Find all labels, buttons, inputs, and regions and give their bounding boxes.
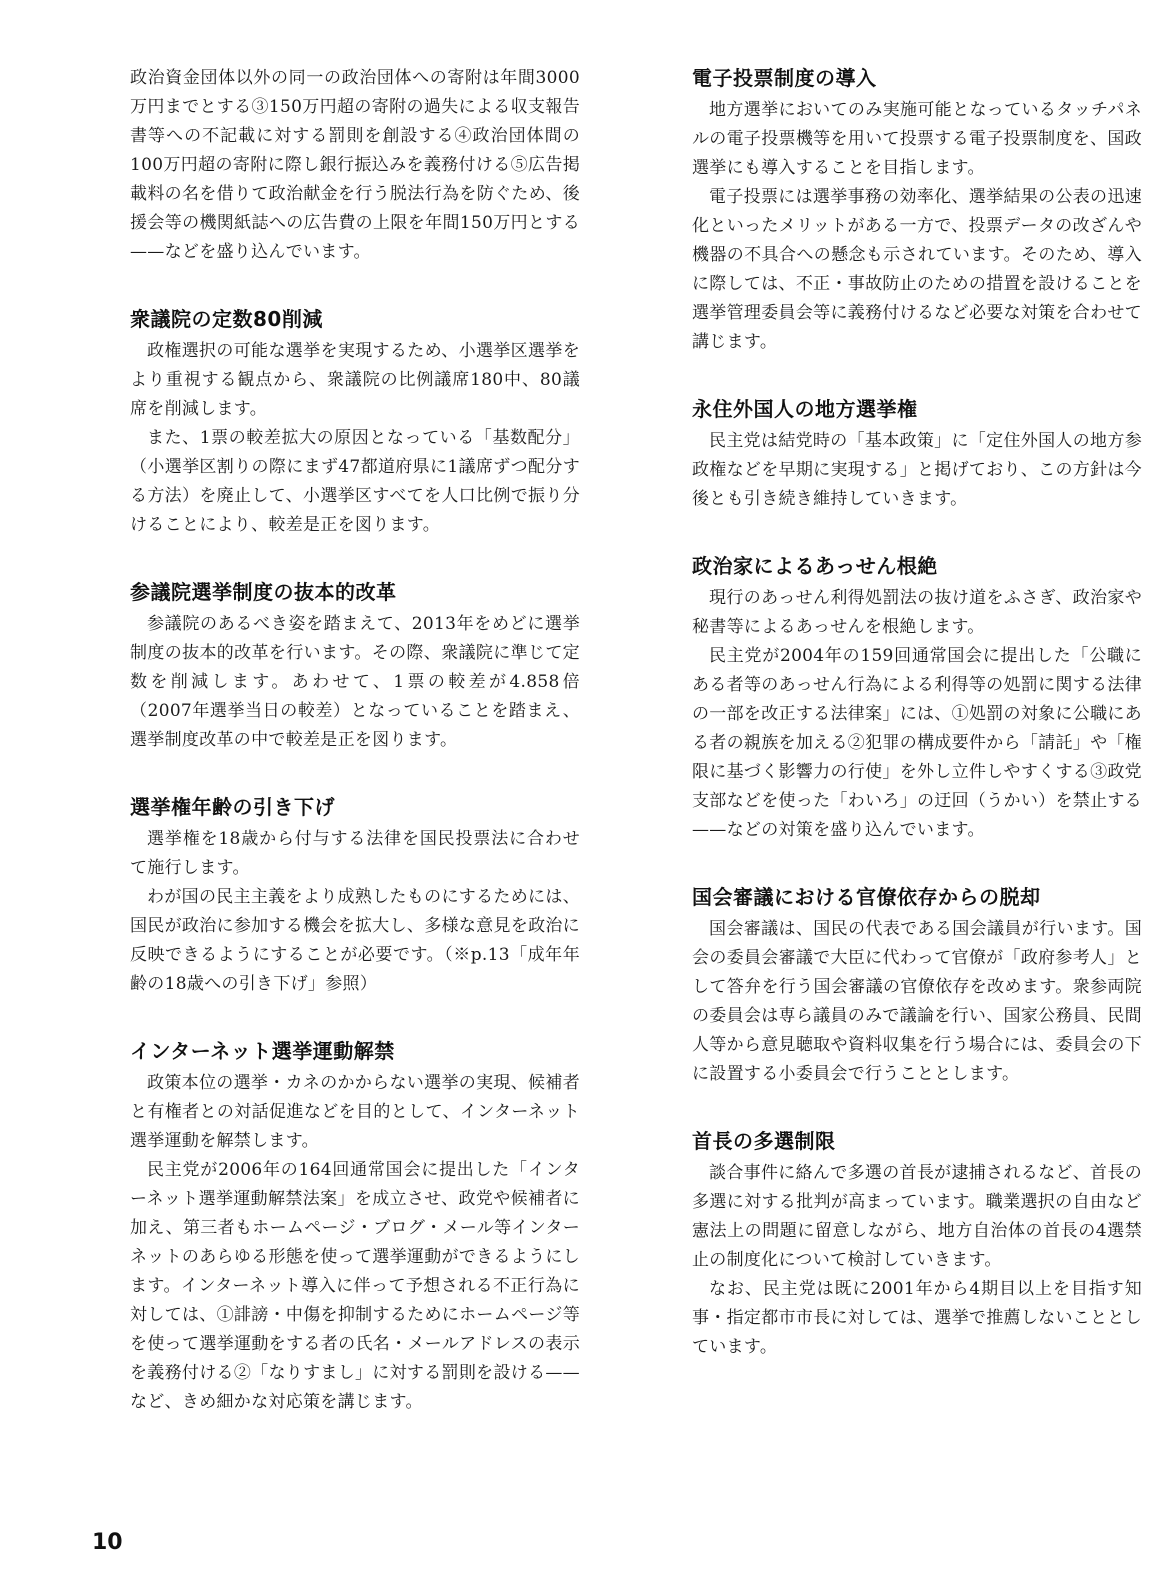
section-e-voting bbox=[692, 64, 1142, 357]
section-heading: 首長の多選制限 bbox=[692, 1129, 836, 1153]
section-paragraph: 民主党が2006年の164回通常国会に提出した「インターネット選挙運動解禁法案」を成立させ、政党や候補者に加え、第三者もホームページ・ブログ・メール等インターネットのあらゆる形態を使って選挙運動ができるようにします。インターネット導入に伴って予想される不正行為に対しては、①誹謗・中傷を抑制するためにホームページ等を使って選挙運動をする者の氏名・メールアドレスの表示を義務付ける②「なりすまし」に対する罰則を設ける——など、きめ細かな対応策を講じます。 bbox=[130, 1160, 580, 1412]
section-paragraph: わが国の民主主義をより成熟したものにするためには、国民が政治に参加する機会を拡大し、多様な意見を政治に反映できるようにすることが必要です。（※p.13「成年年齢の18歳への引き下げ」参照） bbox=[130, 887, 580, 994]
section-paragraph: 民主党は結党時の「基本政策」に「定住外国人の地方参政権などを早期に実現する」と掲げており、この方針は今後とも引き続き維持していきます。 bbox=[692, 431, 1142, 509]
section-heading: インターネット選挙運動解禁 bbox=[130, 1039, 395, 1063]
section-heading: 国会審議における官僚依存からの脱却 bbox=[692, 885, 1041, 909]
section-heading: 電子投票制度の導入 bbox=[692, 66, 877, 90]
section-heading: 永住外国人の地方選挙権 bbox=[692, 397, 918, 421]
section-paragraph: なお、民主党は既に2001年から4期目以上を目指す知事・指定都市市長に対しては、選挙で推薦しないこととしています。 bbox=[692, 1279, 1142, 1357]
section-paragraph: また、1票の較差拡大の原因となっている「基数配分」（小選挙区割りの際にまず47都道府県に1議席ずつ配分する方法）を廃止して、小選挙区すべてを人口比例で振り分けることにより、較差是正を図ります。 bbox=[130, 428, 580, 535]
section-paragraph: 現行のあっせん利得処罰法の抜け道をふさぎ、政治家や秘書等によるあっせんを根絶します。 bbox=[692, 588, 1142, 637]
section-paragraph: 談合事件に絡んで多選の首長が逮捕されるなど、首長の多選に対する批判が高まっています。職業選択の自由など憲法上の問題に留意しながら、地方自治体の首長の4選禁止の制度化について検討していきます。 bbox=[692, 1163, 1142, 1270]
intro-paragraph: 政治資金団体以外の同一の政治団体への寄附は年間3000万円までとする③150万円超の寄附の過失による収支報告書等への不記載に対する罰則を創設する④政治団体間の100万円超の寄附に際し銀行振込みを義務付ける⑤広告掲載料の名を借りて政治献金を行う脱法行為を防ぐため、後援会等の機関紙誌への広告費の上限を年間150万円とする——などを盛り込んでいます。 bbox=[130, 68, 580, 262]
left-column bbox=[130, 64, 580, 1455]
section-heading: 政治家によるあっせん根絶 bbox=[692, 554, 938, 578]
intro-continuation bbox=[130, 64, 580, 267]
section-paragraph: 政権選択の可能な選挙を実現するため、小選挙区選挙をより重視する観点から、衆議院の比例議席180中、80議席を削減します。 bbox=[130, 341, 580, 419]
section-paragraph: 参議院のあるべき姿を踏まえて、2013年をめどに選挙制度の抜本的改革を行います。その際、衆議院に準じて定数を削減します。あわせて、1票の較差が4.858倍（2007年選挙当日の較差）となっていることを踏まえ、選挙制度改革の中で較差是正を図ります。 bbox=[130, 614, 580, 750]
section-internet-campaign bbox=[130, 1037, 580, 1417]
section-assen-abolition bbox=[692, 552, 1142, 845]
section-paragraph: 政策本位の選挙・カネのかからない選挙の実現、候補者と有権者との対話促進などを目的として、インターネット選挙運動を解禁します。 bbox=[130, 1073, 580, 1151]
section-paragraph: 地方選挙においてのみ実施可能となっているタッチパネルの電子投票機等を用いて投票する電子投票制度を、国政選挙にも導入することを目指します。 bbox=[692, 100, 1142, 178]
section-heading: 衆議院の定数80削減 bbox=[130, 307, 323, 331]
section-diet-deliberation bbox=[692, 883, 1142, 1089]
page-number: 10 bbox=[92, 1530, 123, 1555]
section-paragraph: 国会審議は、国民の代表である国会議員が行います。国会の委員会審議で大臣に代わって官僚が「政府参考人」として答弁を行う国会審議の官僚依存を改めます。衆参両院の委員会は専ら議員のみで議論を行い、国家公務員、民間人等から意見聴取や資料収集を行う場合には、委員会の下に設置する小委員会で行うこととします。 bbox=[692, 919, 1142, 1084]
section-voting-age bbox=[130, 793, 580, 999]
section-shugiin-reduction bbox=[130, 305, 580, 540]
section-heading: 選挙権年齢の引き下げ bbox=[130, 795, 335, 819]
section-paragraph: 選挙権を18歳から付与する法律を国民投票法に合わせて施行します。 bbox=[130, 829, 580, 878]
section-sangiin-reform bbox=[130, 578, 580, 755]
section-heading: 参議院選挙制度の抜本的改革 bbox=[130, 580, 397, 604]
section-paragraph: 民主党が2004年の159回通常国会に提出した「公職にある者等のあっせん行為による利得等の処罰に関する法律の一部を改正する法律案」には、①処罰の対象に公職にある者の親族を加える②犯罪の構成要件から「請託」や「権限に基づく影響力の行使」を外し立件しやすくする③政党支部などを使った「わいろ」の迂回（うかい）を禁止する——などの対策を盛り込んでいます。 bbox=[692, 646, 1142, 840]
section-paragraph: 電子投票には選挙事務の効率化、選挙結果の公表の迅速化といったメリットがある一方で、投票データの改ざんや機器の不具合への懸念も示されています。そのため、導入に際しては、不正・事故防止のための措置を設けることを選挙管理委員会等に義務付けるなど必要な対策を合わせて講じます。 bbox=[692, 187, 1142, 352]
section-foreign-residents bbox=[692, 395, 1142, 514]
right-column bbox=[692, 64, 1142, 1400]
section-term-limits bbox=[692, 1127, 1142, 1362]
